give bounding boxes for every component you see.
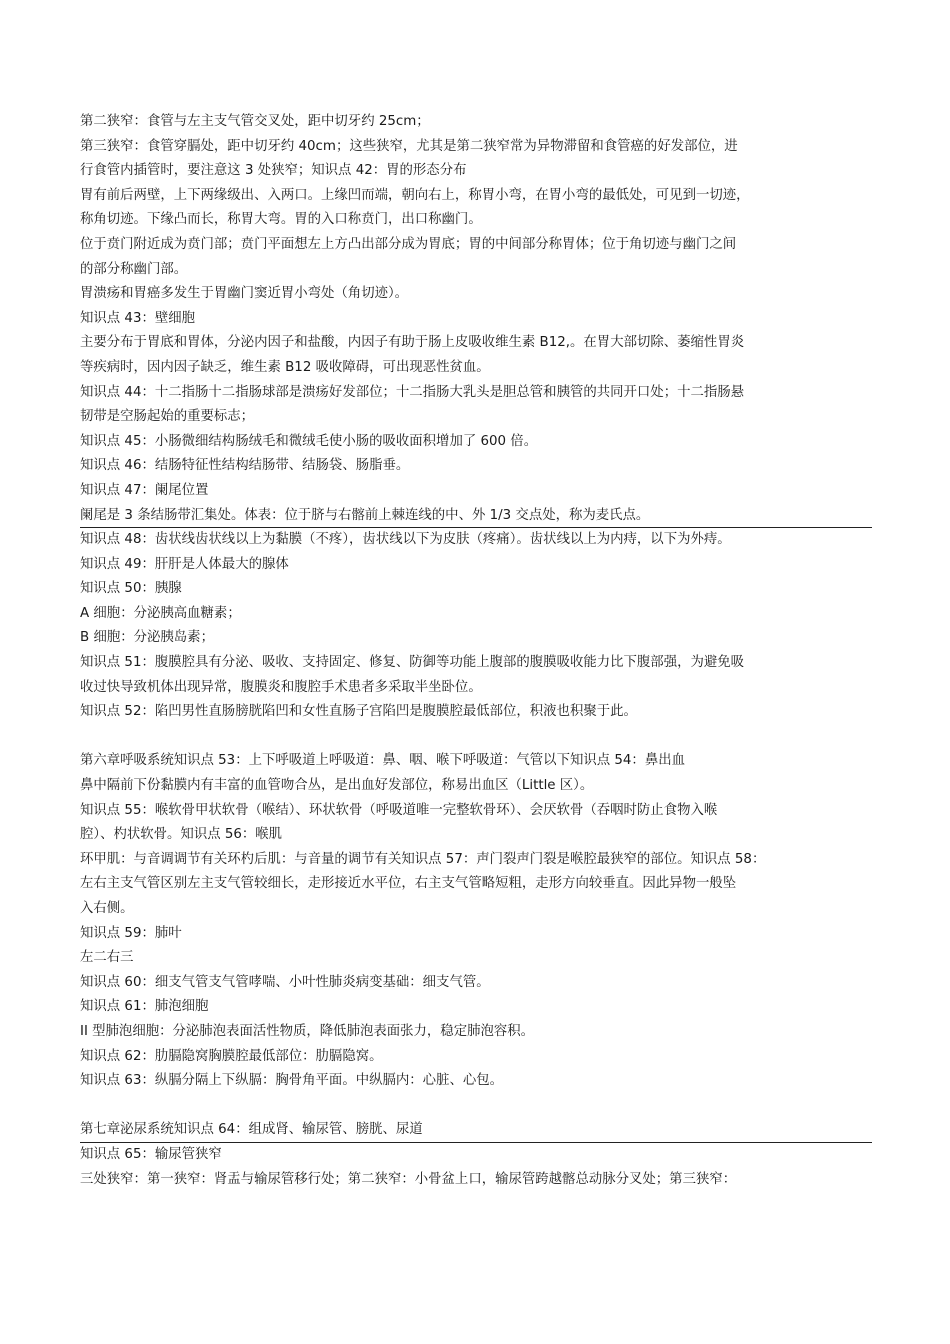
text-line: 环甲肌：与音调调节有关环杓后肌：与音量的调节有关知识点 57：声门裂声门裂是喉腔最狭窄的部位。知识点 58： — [80, 851, 766, 867]
blank-line — [80, 1094, 872, 1119]
text-line: 知识点 62：肋膈隐窝胸膜腔最低部位：肋膈隐窝。 — [80, 1048, 383, 1064]
text-line: 第二狭窄：食管与左主支气管交叉处，距中切牙约 25cm； — [80, 114, 430, 129]
text-line: A 细胞：分泌胰高血糖素； — [80, 605, 241, 621]
section-heading: 知识点 61：肺泡细胞 — [80, 999, 209, 1015]
text-line: 位于贲门附近成为贲门部；贲门平面想左上方凸出部分成为胃底；胃的中间部分称胃体；位于角切迹与幽门之间 — [80, 236, 737, 252]
text-line: 称角切迹。下缘凸而长，称胃大弯。胃的入口称贲门，出口称幽门。 — [80, 212, 482, 228]
text-line: 知识点 55：喉软骨甲状软骨（喉结）、环状软骨（呼吸道唯一完整软骨环）、会厌软骨（吞咽时防止食物入喉 — [80, 802, 718, 818]
text-line: 知识点 48：齿状线齿状线以上为黏膜（不疼），齿状线以下为皮肤（疼痛）。齿状线以上为内痔，以下为外痔。 — [80, 532, 731, 548]
section-heading: 知识点 50：胰腺 — [80, 581, 182, 597]
text-line: 知识点 51：腹膜腔具有分泌、吸收、支持固定、修复、防御等功能上腹部的腹膜吸收能力比下腹部强，为避免吸 — [80, 655, 745, 671]
section-heading: 知识点 59：肺叶 — [80, 925, 182, 941]
text-line: 胃溃疡和胃癌多发生于胃幽门窦近胃小弯处（角切迹）。 — [80, 286, 409, 302]
text-line: 知识点 49：肝肝是人体最大的腺体 — [80, 556, 289, 572]
text-line: 韧带是空肠起始的重要标志； — [80, 409, 255, 425]
text-line: 知识点 63：纵膈分隔上下纵膈：胸骨角平面。中纵膈内：心脏、心包。 — [80, 1073, 504, 1089]
text-line: II 型肺泡细胞：分泌肺泡表面活性物质，降低肺泡表面张力，稳定肺泡容积。 — [80, 1023, 535, 1039]
text-line: 知识点 60：细支气管支气管哮喘、小叶性肺炎病变基础：细支气管。 — [80, 974, 490, 990]
text-line: 知识点 45：小肠微细结构肠绒毛和微绒毛使小肠的吸收面积增加了 600 倍。 — [80, 433, 538, 449]
text-line: 左二右三 — [80, 950, 134, 966]
text-line: 知识点 52：陷凹男性直肠膀胱陷凹和女性直肠子宫陷凹是腹膜腔最低部位，积液也积聚于此。 — [80, 704, 637, 720]
section-heading: 知识点 47：阑尾位置 — [80, 482, 209, 498]
text-line: 三处狭窄：第一狭窄：肾盂与输尿管移行处；第二狭窄：小骨盆上口，输尿管跨越髂总动脉分叉处；第三狭窄： — [80, 1171, 737, 1187]
text-line: 鼻中隔前下份黏膜内有丰富的血管吻合丛，是出血好发部位，称易出血区（Little 区）。 — [80, 778, 594, 794]
text-line: 知识点 46：结肠特征性结构结肠带、结肠袋、肠脂垂。 — [80, 458, 410, 474]
chapter-heading: 第六章呼吸系统知识点 53：上下呼吸道上呼吸道：鼻、咽、喉下呼吸道：气管以下知识点 54：鼻出血 — [80, 753, 685, 769]
text-line: 知识点 44：十二指肠十二指肠球部是溃疡好发部位；十二指肠大乳头是胆总管和胰管的共同开口处；十二指肠悬 — [80, 384, 745, 400]
text-line: B 细胞：分泌胰岛素； — [80, 630, 214, 646]
text-line: 第三狭窄：食管穿膈处，距中切牙约 40cm；这些狭窄，尤其是第二狭窄常为异物滞留和食管癌的好发部位，进 — [80, 138, 738, 154]
document-body — [80, 110, 872, 1192]
text-line: 主要分布于胃底和胃体，分泌内因子和盐酸，内因子有助于肠上皮吸收维生素 B12,。在胃大部切除、萎缩性胃炎 — [80, 335, 745, 351]
section-heading: 知识点 43：壁细胞 — [80, 310, 196, 326]
text-line: 的部分称幽门部。 — [80, 261, 188, 277]
blank-line — [80, 725, 872, 750]
text-line: 左右主支气管区别左主支气管较细长，走形接近水平位，右主支气管略短粗，走形方向较垂直。因此异物一般坠 — [80, 876, 737, 892]
text-line: 腔）、杓状软骨。知识点 56：喉肌 — [80, 827, 283, 843]
chapter-heading-underlined: 第七章泌尿系统知识点 64：组成肾、输尿管、膀胱、尿道 — [80, 1118, 872, 1143]
text-line: 入右侧。 — [80, 901, 134, 916]
section-heading: 知识点 65：输尿管狭窄 — [80, 1146, 222, 1162]
text-line: 等疾病时，因内因子缺乏，维生素 B12 吸收障碍，可出现恶性贫血。 — [80, 359, 490, 375]
text-line-underlined: 阑尾是 3 条结肠带汇集处。体表：位于脐与右髂前上棘连线的中、外 1/3 交点处，称为麦氏点。 — [80, 504, 872, 529]
text-line: 行食管内插管时，要注意这 3 处狭窄；知识点 42：胃的形态分布 — [80, 163, 467, 179]
text-line: 收过快导致机体出现异常，腹膜炎和腹腔手术患者多采取半坐卧位。 — [80, 679, 482, 695]
text-line: 胃有前后两壁，上下两缘级出、入两口。上缘凹而端，朝向右上，称胃小弯，在胃小弯的最低处，可见到一切迹， — [80, 187, 750, 203]
